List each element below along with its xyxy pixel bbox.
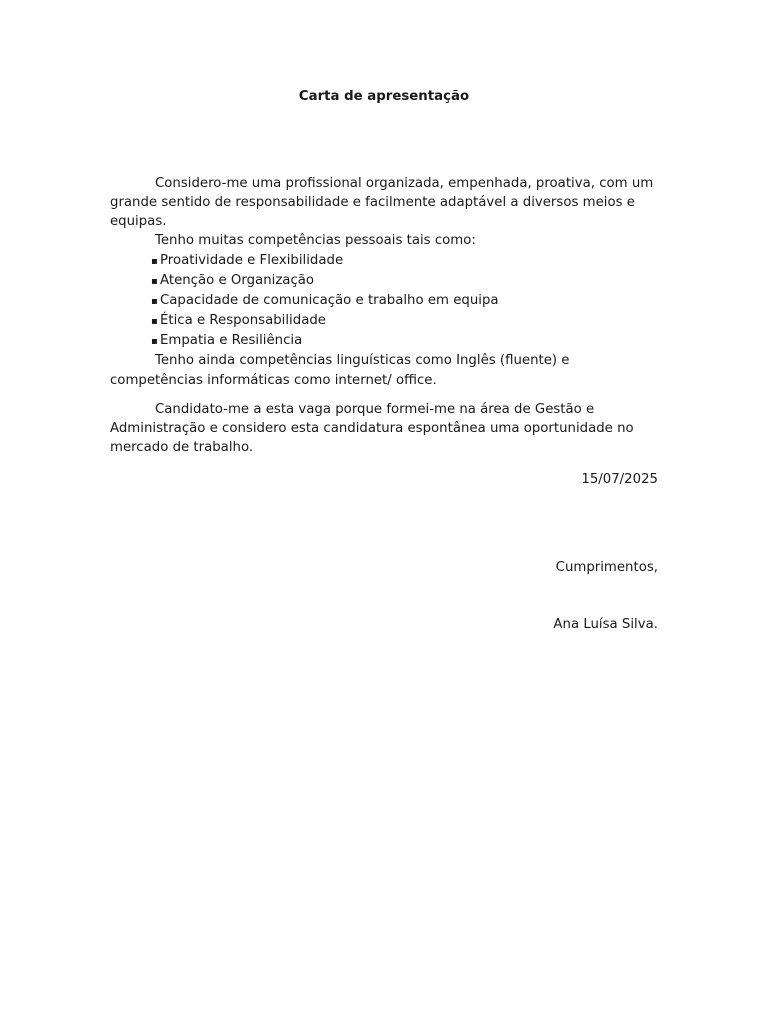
bullet-icon: ▪: [151, 295, 158, 307]
closing-salutation: Cumprimentos,: [555, 560, 658, 575]
list-item: ▪ Ética e Responsabilidade: [110, 311, 660, 331]
bullet-icon: ▪: [151, 255, 158, 267]
list-item: ▪ Capacidade de comunicação e trabalho em equipa: [110, 291, 660, 311]
bullet-icon: ▪: [151, 316, 158, 328]
letter-date: 15/07/2025: [581, 472, 658, 487]
bullet-icon: ▪: [151, 275, 158, 287]
signature-name: Ana Luísa Silva.: [553, 617, 658, 632]
list-item: ▪ Empatia e Resiliência: [110, 331, 660, 351]
document-title: Carta de apresentação: [298, 89, 470, 104]
list-item: ▪ Proatividade e Flexibilidade: [110, 251, 660, 271]
bullet-icon: ▪: [151, 336, 158, 348]
competencies-intro: Tenho muitas competências pessoais tais como:: [155, 233, 476, 249]
letter-body: [110, 174, 660, 457]
competencies-list: [110, 251, 660, 352]
list-item: ▪ Atenção e Organização: [110, 271, 660, 291]
motivation-paragraph: Candidato-me a esta vaga porque formei-me na área de Gestão e Administração e considero esta candidatura espontânea uma oportunidade no mercado de trabalho.: [110, 401, 634, 456]
skills-paragraph: Tenho ainda competências linguísticas como Inglês (fluente) e competências informáticas como internet/ office.: [110, 353, 570, 388]
intro-paragraph: Considero-me uma profissional organizada, empenhada, proativa, com um grande sentido de responsabilidade e facilmente adaptável a diversos meios e equipas.: [110, 176, 654, 230]
